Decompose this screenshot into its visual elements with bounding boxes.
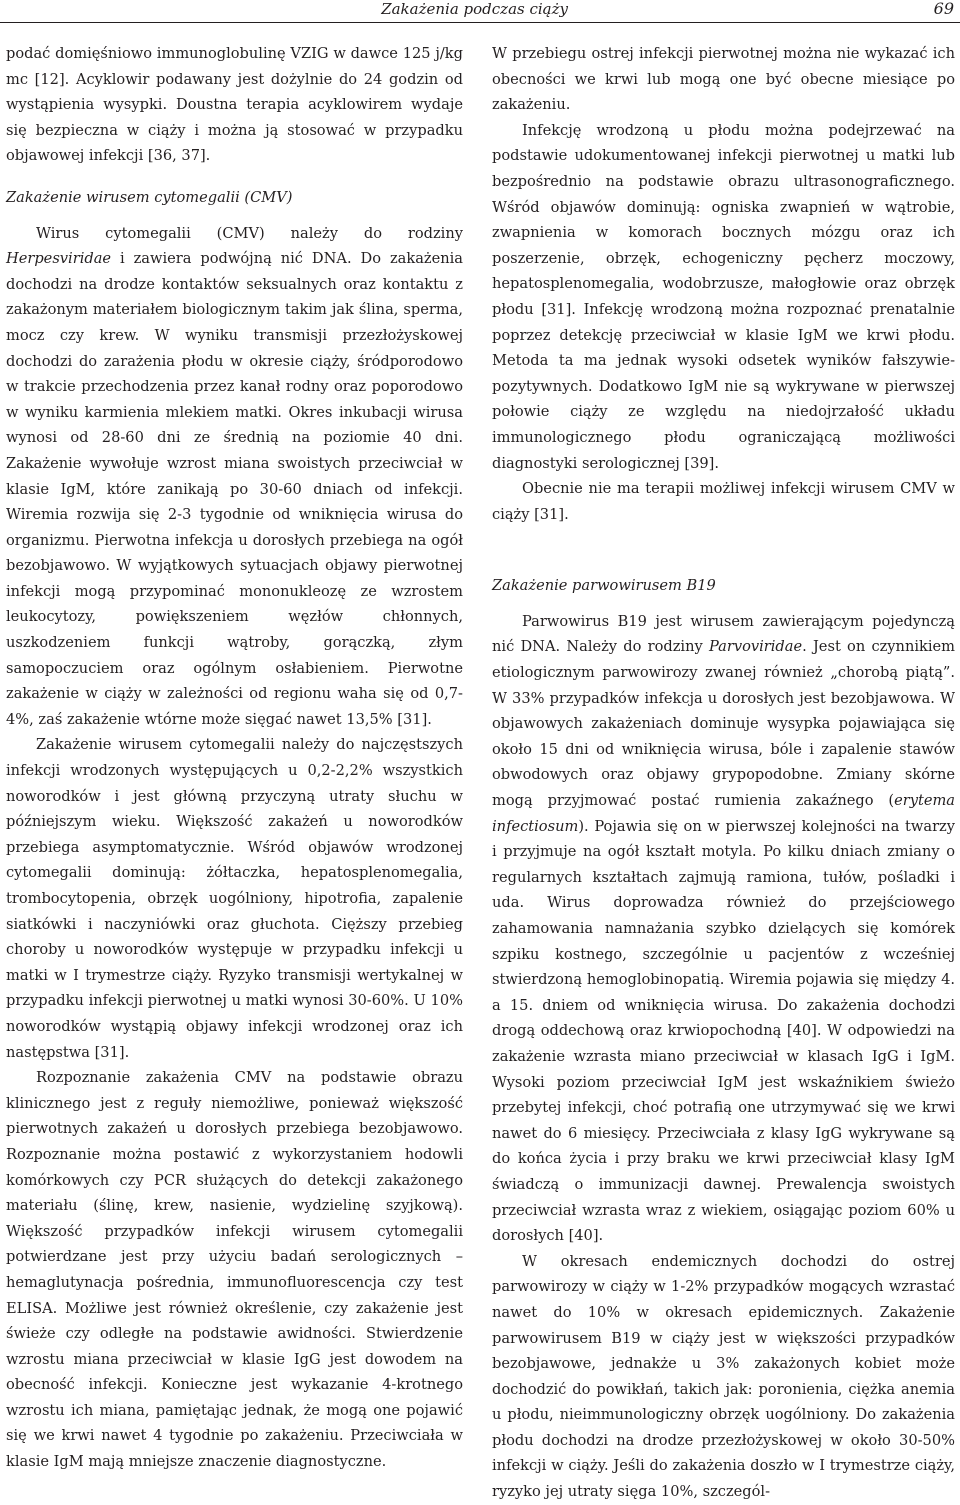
text-span: ). Pojawia się on w pierwszej kolejności na twarzy i przyjmuje na ogół kształt motyla. Po kilku dniach zmiany o regularnych kształtach zajmują ramiona, tułów, pośladki i uda. Wirus doprowadza również do przejściowego zahamowania namnażania szybko dzielących się komórek szpiku kostnego, szczególnie u pacjentów z wcześniej stwierdzoną hemoglobinopatią. Wiremia pojawia się między 4. a 15. dniem od wniknięcia wirusa. Do zakażenia dochodzi drogą oddechową oraz krwiopochodną [40]. W odpowiedzi na zakażenie wzrasta miano przeciwciał w klasach IgG i IgM. Wysoki poziom przeciwciał IgM jest wskaźnikiem świeżo przebytej infekcji, choć potrafią one utrzymywać się we krwi nawet do 6 miesięcy. Przeciwciała z klasy IgG wykrywane są do końca życia i przy braku we krwi przeciwciał klasy IgM świadczą o immunizacji dawnej. Prewalencja swoistych przeciwciał wzrasta wraz z wiekiem, osiągając poziom 60% u dorosłych [40]. [492,817,955,1245]
paragraph-b19-pregnancy: W okresach endemicznych dochodzi do ostrej parwowirozy w ciąży w 1-2% przypadków mogących wzrastać nawet do 10% w okresach epidemicznych. Zakażenie parwowirusem B19 w ciąży jest w większości przypadków bezobjawowe, jednakże u 3% zakażonych kobiet może dochodzić do powikłań, takich jak: poronienia, ciężka anemia u płodu, nieimmunologiczny obrzęk uogólniony. Do zakażenia płodu dochodzi na drodze przezłożyskowej w około 30-50% infekcji w ciąży. Jeśli do zakażenia doszło w I trymestrze ciąży, ryzyko jej utraty sięga 10%, szczegól- [492,1252,955,1501]
family-name: Parvoviridae [708,638,803,656]
left-column [6,41,463,1475]
text-span: . Jest on czynnikiem etiologicznym parwowirozy zwanej również „chorobą piątą”. W 33% przypadków infekcja u dorosłych jest bezobjawowa. W objawowych zakażeniach dominuje wysypka pojawiająca się około 15 dni od wniknięcia wirusa, bóle i zapalenie stawów obwodowych oraz objawy grypopodobne. Zmiany skórne mogą przyjmować postać rumienia zakaźnego ( [492,638,956,810]
paragraph-varicella-treatment: podać domięśniowo immunoglobulinę VZIG w dawce 125 j/kg mc [12]. Acyklowir podawany jest dożylnie do 24 godzin od wystąpienia wysypki. Doustna terapia acyklowirem wydaje się bezpieczna w ciąży i można ją stosować w przypadku objawowej infekcji [36, 37]. [6,45,463,165]
page-header [0,0,960,26]
right-column [492,41,955,1505]
paragraph-cmv-therapy: Obecnie nie ma terapii możliwej infekcji wirusem CMV w ciąży [31]. [492,480,955,523]
latin-term: erytema infectiosum [492,792,955,835]
text-span: Parwowirus B19 jest wirusem zawierającym pojedynczą nić DNA. Należy do rodziny [492,612,955,656]
paragraph-cmv-diagnosis: Rozpoznanie zakażenia CMV na podstawie obrazu klinicznego jest z reguły niemożliwe, ponieważ większość pierwotnych zakażeń u dorosłych przebiega bezobjawowo. Rozpoznanie można postawić z wykorzystaniem hodowli komórkowych czy PCR służących do detekcji zakażonego materiału (ślinę, krew, nasienie, wydzielinę szyjkową). Większość przypadków infekcji wirusem cytomegalii potwierdzane jest przy użyciu badań serologicznych – hemaglutynacja pośrednia, immunofluorescencja czy test ELISA. Możliwe jest również określenie, czy zakażenie jest świeże czy odległe na podstawie awidności. Stwierdzenie wzrostu miana przeciwciał w klasie IgG jest dowodem na obecność infekcji. Konieczne jest wykazanie 4-krotnego wzrostu ich miana, pamiętając jednak, że mogą one pojawić się we krwi nawet 4 tygodnie po zakażeniu. Przeciwciała w klasie IgM mają mniejsze znaczenie diagnostyczne. [6,1069,463,1471]
paragraph-cmv-intro [6,221,463,733]
paragraph-cmv-congenital: Zakażenie wirusem cytomegalii należy do najczęstszych infekcji wrodzonych występujących u 0,2-2,2% wszystkich noworodków i jest główną przyczyną utraty słuchu w późniejszym wieku. Większość zakażeń u noworodków przebiega asymptomatycznie. Wśród objawów wrodzonej cytomegalii dominują: żółtaczka, hepatosplenomegalia, trombocytopenia, obrzęk uogólniony, hipotrofia, zapalenie siatkówki i naczyniówki oraz głuchota. Cięższy przebieg choroby u noworodków występuje w przypadku infekcji u matki w I trymestrze ciąży. Ryzyko transmisji wertykalnej w przypadku infekcji pierwotnej u matki wynosi 30-60%. U 10% noworodków wystąpią objawy infekcji wrodzonej oraz ich następstwa [31]. [6,736,463,1061]
section-heading-cmv: Zakażenie wirusem cytomegalii (CMV) [6,188,293,206]
paragraph-cmv-acute: W przebiegu ostrej infekcji pierwotnej można nie wykazać ich obecności we krwi lub mogą one być obecne miesiące po zakażeniu. [492,45,955,114]
family-name: Herpesviridae [6,250,112,268]
section-heading-b19: Zakażenie parwowirusem B19 [492,577,716,595]
text-span: Wirus cytomegalii (CMV) należy do rodziny [36,224,463,242]
text-span: i zawiera podwójną nić DNA. Do zakażenia dochodzi na drodze kontaktów seksualnych oraz kontaktu z zakażonym materiałem biologicznym takim jak ślina, sperma, mocz czy krew. W wyniku transmisji przezłożyskowej dochodzi do zarażenia płodu w okresie ciąży, śródporodowo w trakcie przechodzenia przez kanał rodny oraz poporodowo w wyniku karmienia mlekiem matki. Okres inkubacji wirusa wynosi od 28-60 dni ze średnią na poziomie 40 dni. Zakażenie wywołuje wzrost miana swoistych przeciwciał w klasie IgM, które zanikają po 30-60 dniach od infekcji. Wiremia rozwija się 2-3 tygodnie od wniknięcia wirusa do organizmu. Pierwotna infekcja u dorosłych przebiega na ogół bezobjawowo. W wyjątkowych sytuacjach objawy pierwotnej infekcji mogą przypominać mononukleozę ze wzrostem leukocytozy, powiększeniem węzłów chłonnych, uszkodzeniem funkcji wątroby, gorączką, złym samopoczuciem oraz ogólnym osłabieniem. Pierwotne zakażenie w ciąży w zależności od regionu waha się od 0,7-4%, zaś zakażenie wtórne może sięgać nawet 13,5% [31]. [6,250,463,728]
page-number: 69 [933,0,954,18]
running-title: Zakażenia podczas ciąży [381,0,568,18]
header-rule [0,22,960,23]
paragraph-b19-intro [492,609,955,1249]
paragraph-cmv-prenatal: Infekcję wrodzoną u płodu można podejrzewać na podstawie udokumentowanej infekcji pierwotnej u matki lub bezpośrednio na podstawie obrazu ultrasonograficznego. Wśród objawów dominują: ogniska zwapnień w wątrobie, zwapnienia w komorach bocznych mózgu oraz ich poszerzenie, obrzęk, echogeniczny pęcherz moczowy, hepatosplenomegalia, wodobrzusze, małogłowie oraz obrzęk płodu [31]. Infekcję wrodzoną można rozpoznać prenatalnie poprzez detekcję przeciwciał w klasie IgM we krwi płodu. Metoda ta ma jednak wysoki odsetek wyników fałszywie-pozytywnych. Dodatkowo IgM nie są wykrywane w pierwszej połowie ciąży ze względu na niedojrzałość układu immunologicznego płodu ograniczającą możliwości diagnostyki serologicznej [39]. [492,121,955,472]
